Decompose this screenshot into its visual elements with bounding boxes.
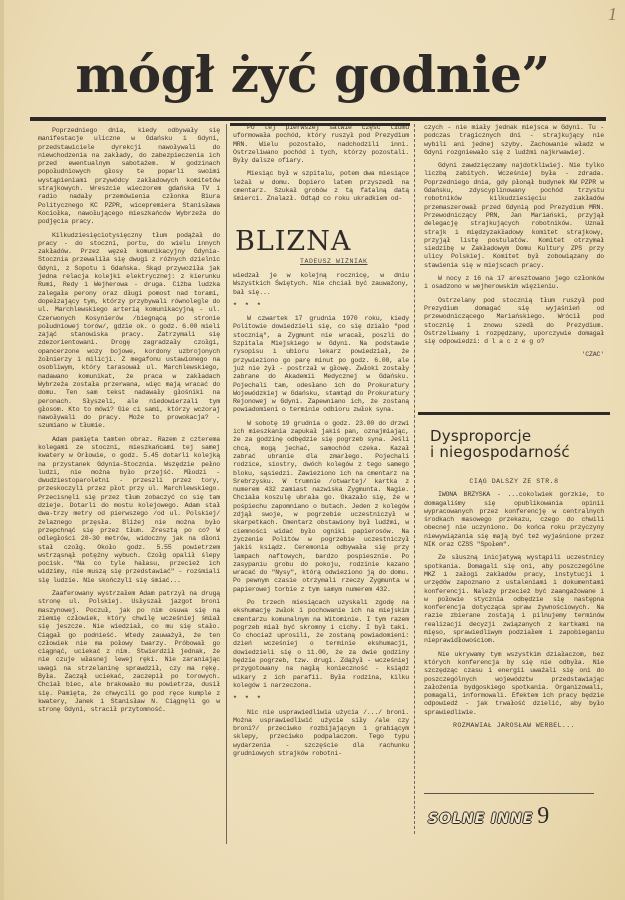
paragraph: Nie ukrywamy tym wszystkim działaczom, bez których konferencja by się nie odbyła. Nie szczędząc czasu i energii uważali się oni do poszczególnych województw przedstawiając założenia bydgoskiego spotkania. Organizowali, pomagali, informowali. Efektem ich pracy będzie odpowiedź - jak trwałość dzielić, aby było sprawiedliwie. [424, 650, 604, 716]
column-2-article [233, 272, 409, 763]
paragraph: Kilkudziesięciotysięczny tłum podążał do pracy - do stoczni, portu, do wielu innych zakładów. Przez węzeł komunikacyjny Gdynia-Stocznia przewaliła się dwugi z różnych dzielnic Gdyni, z Sopotu i Gdańska. Skąd przywoziła jak jedna relacja kolejki elektrycznej: z kierunku Rumi, Redy i Wejherowa - druga. Ciżba ludzka zalegała perony oraz długi pomost nad torami, dopełzający tym, którzy przybywali równolegle do ul. Marchlewskiego arterią komunikacyjną - ul. Czerwonych Kosynierów /biegnącą po stronie południowej torów/, gdzie ok. o godz. 6.00 mieli zająć stanowiska pracy. Zatrzymali się zdezorientowani. Drogę zagradzały czołgi, opancerzone wozy bojowe, kordony uzbrojonych żołnierzy i milicji. Z megafonu ustawionego na osobliwym, który tarasował ul. Marchlewskiego, nadawano komunikat, że praca w zakładach Wybrzeża została przerwana, więc mają wracać do domu. Ten sam tekst nadawały głośniki na peronach. Słyszeli, ale niedowierzali tym głosom. Kto to mówi? Gie ci sami, którzy wczoraj nawoływali do pracy. Może to prowokacja? - szumiano w tłumie. [38, 231, 220, 430]
title-line-1: Dysproporcje [430, 427, 532, 445]
paragraph: W czwartek 17 grudnia 1970 roku, kiedy Politowie dowiedzieli się, co się działo "pod stocznią", a Zygmunt nie wracał, poszli do Szpitala Miejskiego w Gdyni. Na podstawie rysopisu i ubioru lekarz powiedział, że przywieziono go parę minut po godz. 6.00, ale już nie żył - postrzał w głowę. Zwłoki zostały zabrane do Akademii Medycznej w Gdańsku. Pojechali tam, odesłano ich do Prokuratury Wojewódzkiej w Gdańsku, stamtąd do Prokuratury Rejonowej w Gdyni. Zapewniano ich, że zostaną powiadomieni o terminie odbioru zwłok syna. [233, 315, 409, 414]
paragraph: Ze słuszną inicjatywą wystąpili uczestnicy spotkania. Domagali się oni, aby poszczególne MKZ i załogi zakładów pracy, instytucji i urzędów zapoznano z ustaleniami i dokumentami konferencji. Należy przecież być zaangażowane i w połowie stycznia odbędzie się następna konferencja dotycząca spraw żywnościowych. Na razie zbierane zostają i pilnujemy terminów realizacji decyzji związanych z kartkami na mięso, sprawiedliwym podziałem i zapobieganiu nieprawidłowościom. [424, 554, 604, 645]
continued-from: CIĄG DALSZY ZE STR.8 [469, 478, 559, 485]
article-signature: 'CZAC' [581, 351, 604, 359]
paragraph: wiedzał je w kolejną rocznicę, w dniu Wszystkich Świętych. Nie chciał być zauważony, bał się... [233, 272, 409, 296]
blizna-author: TADEUSZ WIŻNIAK [300, 258, 368, 265]
paragraph: Po trzech miesiącach uzyskali zgodę na ekshumację zwłok i pochowanie ich na miejskim cmentarzu komunalnym na Witominie. I tym razem pogrzeb miał być skromny i cichy. I był taki. Co chociaż uprosili, że zostaną powiadomieni: dzień wcześniej o terminie ekshumacji, dowiedzieli się o 11.00, że za dwie godziny będzie pogrzeb, tzw. drugi. Zdążył - wcześniej przygotowany na nagłą konieczność - ksiądz wikary z ich parafii. Była rodzina, kilku kolegów i narzeczona. [233, 598, 409, 689]
paragraph: Adam pamięta tamten obraz. Razem z czterema kolegami ze stoczni, mieszkańcami tej samej kwatery w Orłowie, o godz. 5.45 dotarli kolejką na przystanek Gdynia-Stocznia. Wszędzie pełno ludzi, nie można było przejść. Młodzi - dwudziestoparoletni - przeszli przez tory, przeskoczyli przez płot przy ul. Marchlewskiego. Przecisnęli się przez tłum zobaczyć co się tam dzieje. Dotarli do mostu kolejowego. Adam stał dwa-trzy metry od pierwszego /od ul. Polskiej/ żelaznego przęsła. Bliżej nie można było przepchnąć się przez tłum. Zresztą po co? W odległości 20-30 metrów, widoczny jak na dłoni stał czołg. Około godz. 5.55 powietrzem wstrząsnął potężny wybuch. Czołg opalił ślepy pocisk. "Na co tyle hałasu, przecież ich widzimy, nie muszą się przedstawiać" - rozśmiali się ludzie. Nie skończyli się śmiać... [38, 435, 220, 584]
paragraph: IWONA BRZYSKA - ...cokolwiek gorzkie, to domagaliśmy się opublikowania opinii wypracowanych przez konferencję w centralnych środkach masowego przekazu, czego do chwili obecnej nie uczyniono. Do końca roku przyczyny niewywiązania się mają być też wyjaśnione przez NIK oraz CZSS "Społem". [424, 491, 604, 549]
column-1-article [38, 127, 220, 719]
paragraph: Nic nie usprawiedliwia użycia /.../ broni. Można usprawiedliwić użycie siły /ale czy broni?/ przeciwko rozbijającym i grabiącym sklepy, przeciwko podpalaczom. Tego typu wydarzenia - szczęście dla rachunku grudniowych strajków robotni- [233, 708, 409, 758]
footer-rule [424, 793, 594, 794]
paragraph: Gdyni zawdzięczamy najdotkliwiej. Nie tylko liczbą zabitych. Wcześniej była - zdrada. Poprzedniego dnia, gdy płonął budynek KW PZPR w Gdańsku, zdyscyplinowany pochód trzystu robotników kilkudziesięciu zakładów przemaszerował przed Gdynią pod Prezydium MRN. Przewodniczący PRN, Jan Mariański, przyjął delegację strajkujących robotników. Uznał strajk i międzyzakładowy komitet strajkowy, przyjął listę postulatów. Komitet otrzymał siedzibę w Zakładowym Domu Kultury ZPS przy ulicy Polskiej. Komitet był zobowiązany do stawienia się w miejscach pracy. [424, 162, 604, 269]
paragraph: W sobotę 19 grudnia o godz. 23.00 do drzwi ich mieszkania zapukał jakiś pan, oznajmiając, że za godzinę odbędzie się pogrzeb syna. Jeśli chcą, mogą jechać, samochód czeka. Kazał zabrać ubranie dla zmarłego. Pojechali rodzice, siostry, dwóch kolegów z tego samego bloku, sąsiedzi. Zawieziono ich na cmentarz na Srebrzysku. W trumnie /otwartej/ kartka z numerem 432 zamiast nazwiska Zygmunta. Nagie. Chciała koszulę ubrała go. Okazało się, że w pośpiechu zapomniano o butach. Jeden z kolegów zdjął swoje, w pogrzebie uczestniczył w skarpetkach. Cmentarz obstawiony był ludźmi, w ciemności widać było ogniki papierosów. Na życzenie Politów w pogrzebie uczestniczył jakiś ksiądz. Ceremonia odbywała się przy lampach naftowych, bardzo pospiesznie. Po zasypaniu grobu do pokoju, rodzinie kazano wracać do "Nysy", którą odwieziono ją do domu. Po pewnym czasie otrzymali rzeczy Zygmunta w papierowej torbie z tym samym numerem 432. [233, 419, 409, 593]
footer-masthead [428, 803, 550, 830]
paragraph: Ostrzelany pod stocznią tłum ruszył pod Prezydium domagać się wyjaśnień od przewodniczącego Mariańskiego. Wrócił pod stocznię i znowu szedł do Prezydium. Ostrzeliwany i rozpędzany, uporczywie domagał się odpowiedzi: d l a c z e g o? [424, 296, 604, 346]
headline-rule [30, 117, 606, 121]
paragraph: czych - nie miały jednak miejsca w Gdyni. Tu - podczas tragicznych dni - strajkujący nie wybili ani jednej szyby. Zachowanie władz w Gdyni rozgniewało się z ludźmi najkrwawiej. [424, 124, 604, 156]
column-2-top [233, 124, 409, 209]
section-stars: * * * [233, 695, 263, 703]
column-divider-dashed [414, 124, 416, 834]
page-number: 9 [537, 803, 550, 829]
title-line-2: i niegospodarność [430, 443, 570, 461]
dysproporcje-article [424, 478, 604, 735]
column-divider [226, 124, 227, 844]
column-3-top [424, 124, 604, 365]
dysproporcje-title [430, 428, 610, 460]
paper-edge [0, 0, 4, 900]
corner-mark: 1 [608, 4, 617, 24]
paragraph: Poprzedniego dnia, kiedy odbywały się manifestacje uliczne w Gdańsku i Gdyni, przedstawiciele dyrekcji nawoływali do niewchodzenia na zakłady, do zabezpieczenia ich przed ewentualnym sabotażem. W godzinach popołudniowych głosy te poparli swoimi wystąpieniami przywódcy zakładowych komitetów strajkowych. Wreszcie wieczorem gdańska TV i radio nadały przemówienia członka Biura Politycznego KC PZPR, wicepremiera Stanisława Kociołka, nawołującego mieszkańców Wybrzeża do podjęcia pracy. [38, 127, 220, 226]
masthead-logo: SOLNE INNE [428, 811, 534, 827]
paragraph: Zaaferowany wystrzałem Adam patrzył na drugą stronę ul. Polskiej. Usłyszał jazgot broni maszynowej. Poczuł, jak po nim osuwa się na ziemię człowiek, który chwilę wcześniej śmiał się jeszcze. Nie wiedział, co mu się stało. Ciągał go podnieść. Wtedy zauważył, że ten człowiek nie ma połowy twarzy. Próbował go ciągnąć, uciekać z nim. Stwierdził jednak, że nie czuje własnej lewej ręki. Nie zaraniając uwagi na strzelaninę sprawdził, czy ma rękę. Była. Zaczął uciekać, zaczepił po torowych. Chciał biec, ale brakowało mu powietrza, dusił się. Pamięta, że chwycili go pod ręce kumple z kwatery, Janek i Stanisław N. Ciągnęli go w stronę Gdyni, stracił przytomność. [38, 590, 220, 714]
paragraph: W nocy z 16 na 17 aresztowano jego członków i osadzono w wejherowskim więzieniu. [424, 275, 604, 291]
section-rule [418, 412, 610, 415]
section-stars: * * * [233, 301, 263, 309]
paragraph: Miesiąc był w szpitalu, potem dwa miesiące leżał w domu. Dopiero latem przyszedł na cmentarz. Szukał grobów z tą fatalną datą śmierci. Znalazł. Odtąd co roku ukradkiem od- [233, 170, 409, 203]
blizna-title: BLIZNA [235, 226, 352, 257]
paragraph: Po tej pierwszej salwie część tłumu uformowała pochód, który ruszył pod Prezydium MRN. Wielu pozostało, nadchodzili inni. Ostrzeliwano pochód i tych, którzy pozostali. Były dalsze ofiary. [233, 124, 409, 165]
interviewer-credit: ROZMAWIAŁ JAROSŁAW WERBEL... [453, 722, 575, 730]
headline: mógł żyć godnie” [75, 45, 550, 104]
